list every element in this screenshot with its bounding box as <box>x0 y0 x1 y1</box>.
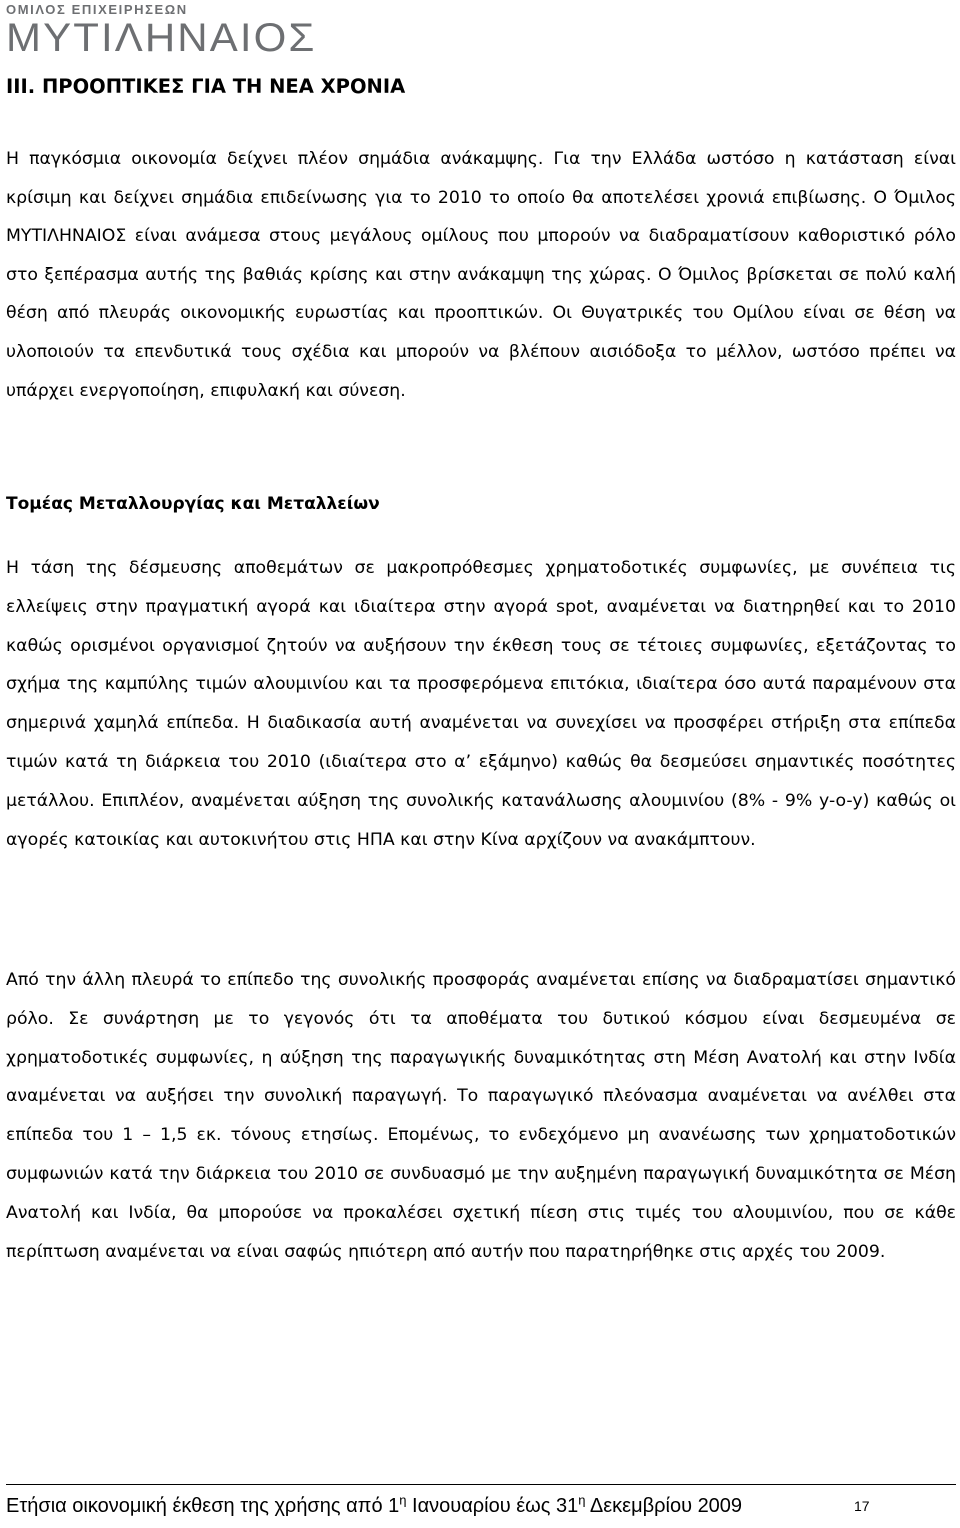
footer-superscript-1: η <box>399 1492 407 1508</box>
footer-text-part3: Δεκεμβρίου 2009 <box>585 1495 743 1517</box>
footer-text-part1: Ετήσια οικονομική έκθεση της χρήσης από 1 <box>6 1495 400 1517</box>
metals-subheading: Τομέας Μεταλλουργίας και Μεταλλείων <box>6 494 380 514</box>
page-number: 17 <box>854 1498 870 1514</box>
section-title: III. ΠΡΟΟΠΤΙΚΕΣ ΓΙΑ ΤΗ ΝΕΑ ΧΡΟΝΙΑ <box>6 75 406 98</box>
intro-paragraph: Η παγκόσμια οικονομία δείχνει πλέον σημάδια ανάκαμψης. Για την Ελλάδα ωστόσο η κατάσταση είναι κρίσιμη και δείχνει σημάδια επιδείνωσης για το 2010 το οποίο θα αποτελέσει χρονιά επιβίωσης. Ο Όμιλος ΜΥΤΙΛΗΝΑΙΟΣ είναι ανάμεσα στους μεγάλους ομίλους που μπορούν να διαδραματίσουν καθοριστικό ρόλο στο ξεπέρασμα αυτής της βαθιάς κρίσης και στην ανάκαμψη της χώρας. Ο Όμιλος βρίσκεται σε πολύ καλή θέση από πλευράς οικονομικής ευρωστίας και προοπτικών. Οι Θυγατρικές του Ομίλου είναι σε θέση να υλοποιούν τα επενδυτικά τους σχέδια και μπορούν να βλέπουν αισιόδοξα το μέλλον, ωστόσο πρέπει να υπάρχει ενεργοποίηση, επιφυλακή και σύνεση. <box>6 149 956 401</box>
footer-report-title <box>6 1494 742 1518</box>
company-logo <box>6 2 326 60</box>
logo-group-text: ΟΜΙΛΟΣ ΕΠΙΧΕΙΡΗΣΕΩΝ <box>6 2 188 17</box>
metals-paragraph-2: Από την άλλη πλευρά το επίπεδο της συνολικής προσφοράς αναμένεται επίσης να διαδραματίσει σημαντικό ρόλο. Σε συνάρτηση με το γεγονός ότι τα αποθέματα του δυτικού κόσμου είναι δεσμευμένα σε χρηματοδοτικές συμφωνίες, η αύξηση της παραγωγικής δυναμικότητας στη Μέση Ανατολή και στην Ινδία αναμένεται να αυξήσει την συνολική παραγωγή. Το παραγωγικό πλεόνασμα αναμένεται να ανέλθει στα επίπεδα του 1 – 1,5 εκ. τόνους ετησίως. Επομένως, το ενδεχόμενο μη ανανέωσης των χρηματοδοτικών συμφωνιών κατά την διάρκεια του 2010 σε συνδυασμό με την αυξημένη παραγωγική δυναμικότητα σε Μέση Ανατολή και Ινδία, θα μπορούσε να προκαλέσει σχετική πίεση στις τιμές του αλουμινίου, που σε κάθε περίπτωση αναμένεται να είναι σαφώς ηπιότερη από αυτήν που παρατηρήθηκε στις αρχές του 2009. <box>6 970 956 1262</box>
footer-text-part2: Ιανουαρίου έως 31 <box>406 1495 579 1517</box>
metals-paragraph-1: Η τάση της δέσμευσης αποθεμάτων σε μακροπρόθεσμες χρηματοδοτικές συμφωνίες, με συνέπεια τις ελλείψεις στην πραγματική αγορά και ιδιαίτερα στην αγορά spot, αναμένεται να διατηρηθεί και το 2010 καθώς ορισμένοι οργανισμοί ζητούν να αυξήσουν την έκθεση τους σε τέτοιες συμφωνίες, εξετάζοντας το σχήμα της καμπύλης τιμών αλουμινίου και τα προσφερόμενα επιτόκια, ιδιαίτερα όσο αυτά παραμένουν στα σημερινά χαμηλά επίπεδα. Η διαδικασία αυτή αναμένεται να συνεχίσει να προσφέρει στήριξη στα επίπεδα τιμών κατά τη διάρκεια του 2010 (ιδιαίτερα στο α’ εξάμηνο) καθώς θα δεσμεύσει σημαντικές ποσότητες μετάλλου. Επιπλέον, αναμένεται αύξηση της συνολικής κατανάλωσης αλουμινίου (8% - 9% y-o-y) καθώς οι αγορές κατοικίας και αυτοκινήτου στις ΗΠΑ και στην Κίνα αρχίζουν να ανακάμπτουν. <box>6 558 956 850</box>
footer-divider <box>6 1484 956 1485</box>
logo-company-name: ΜΥΤΙΛΗΝΑΙΟΣ <box>6 16 317 60</box>
footer-superscript-2: η <box>578 1492 586 1508</box>
